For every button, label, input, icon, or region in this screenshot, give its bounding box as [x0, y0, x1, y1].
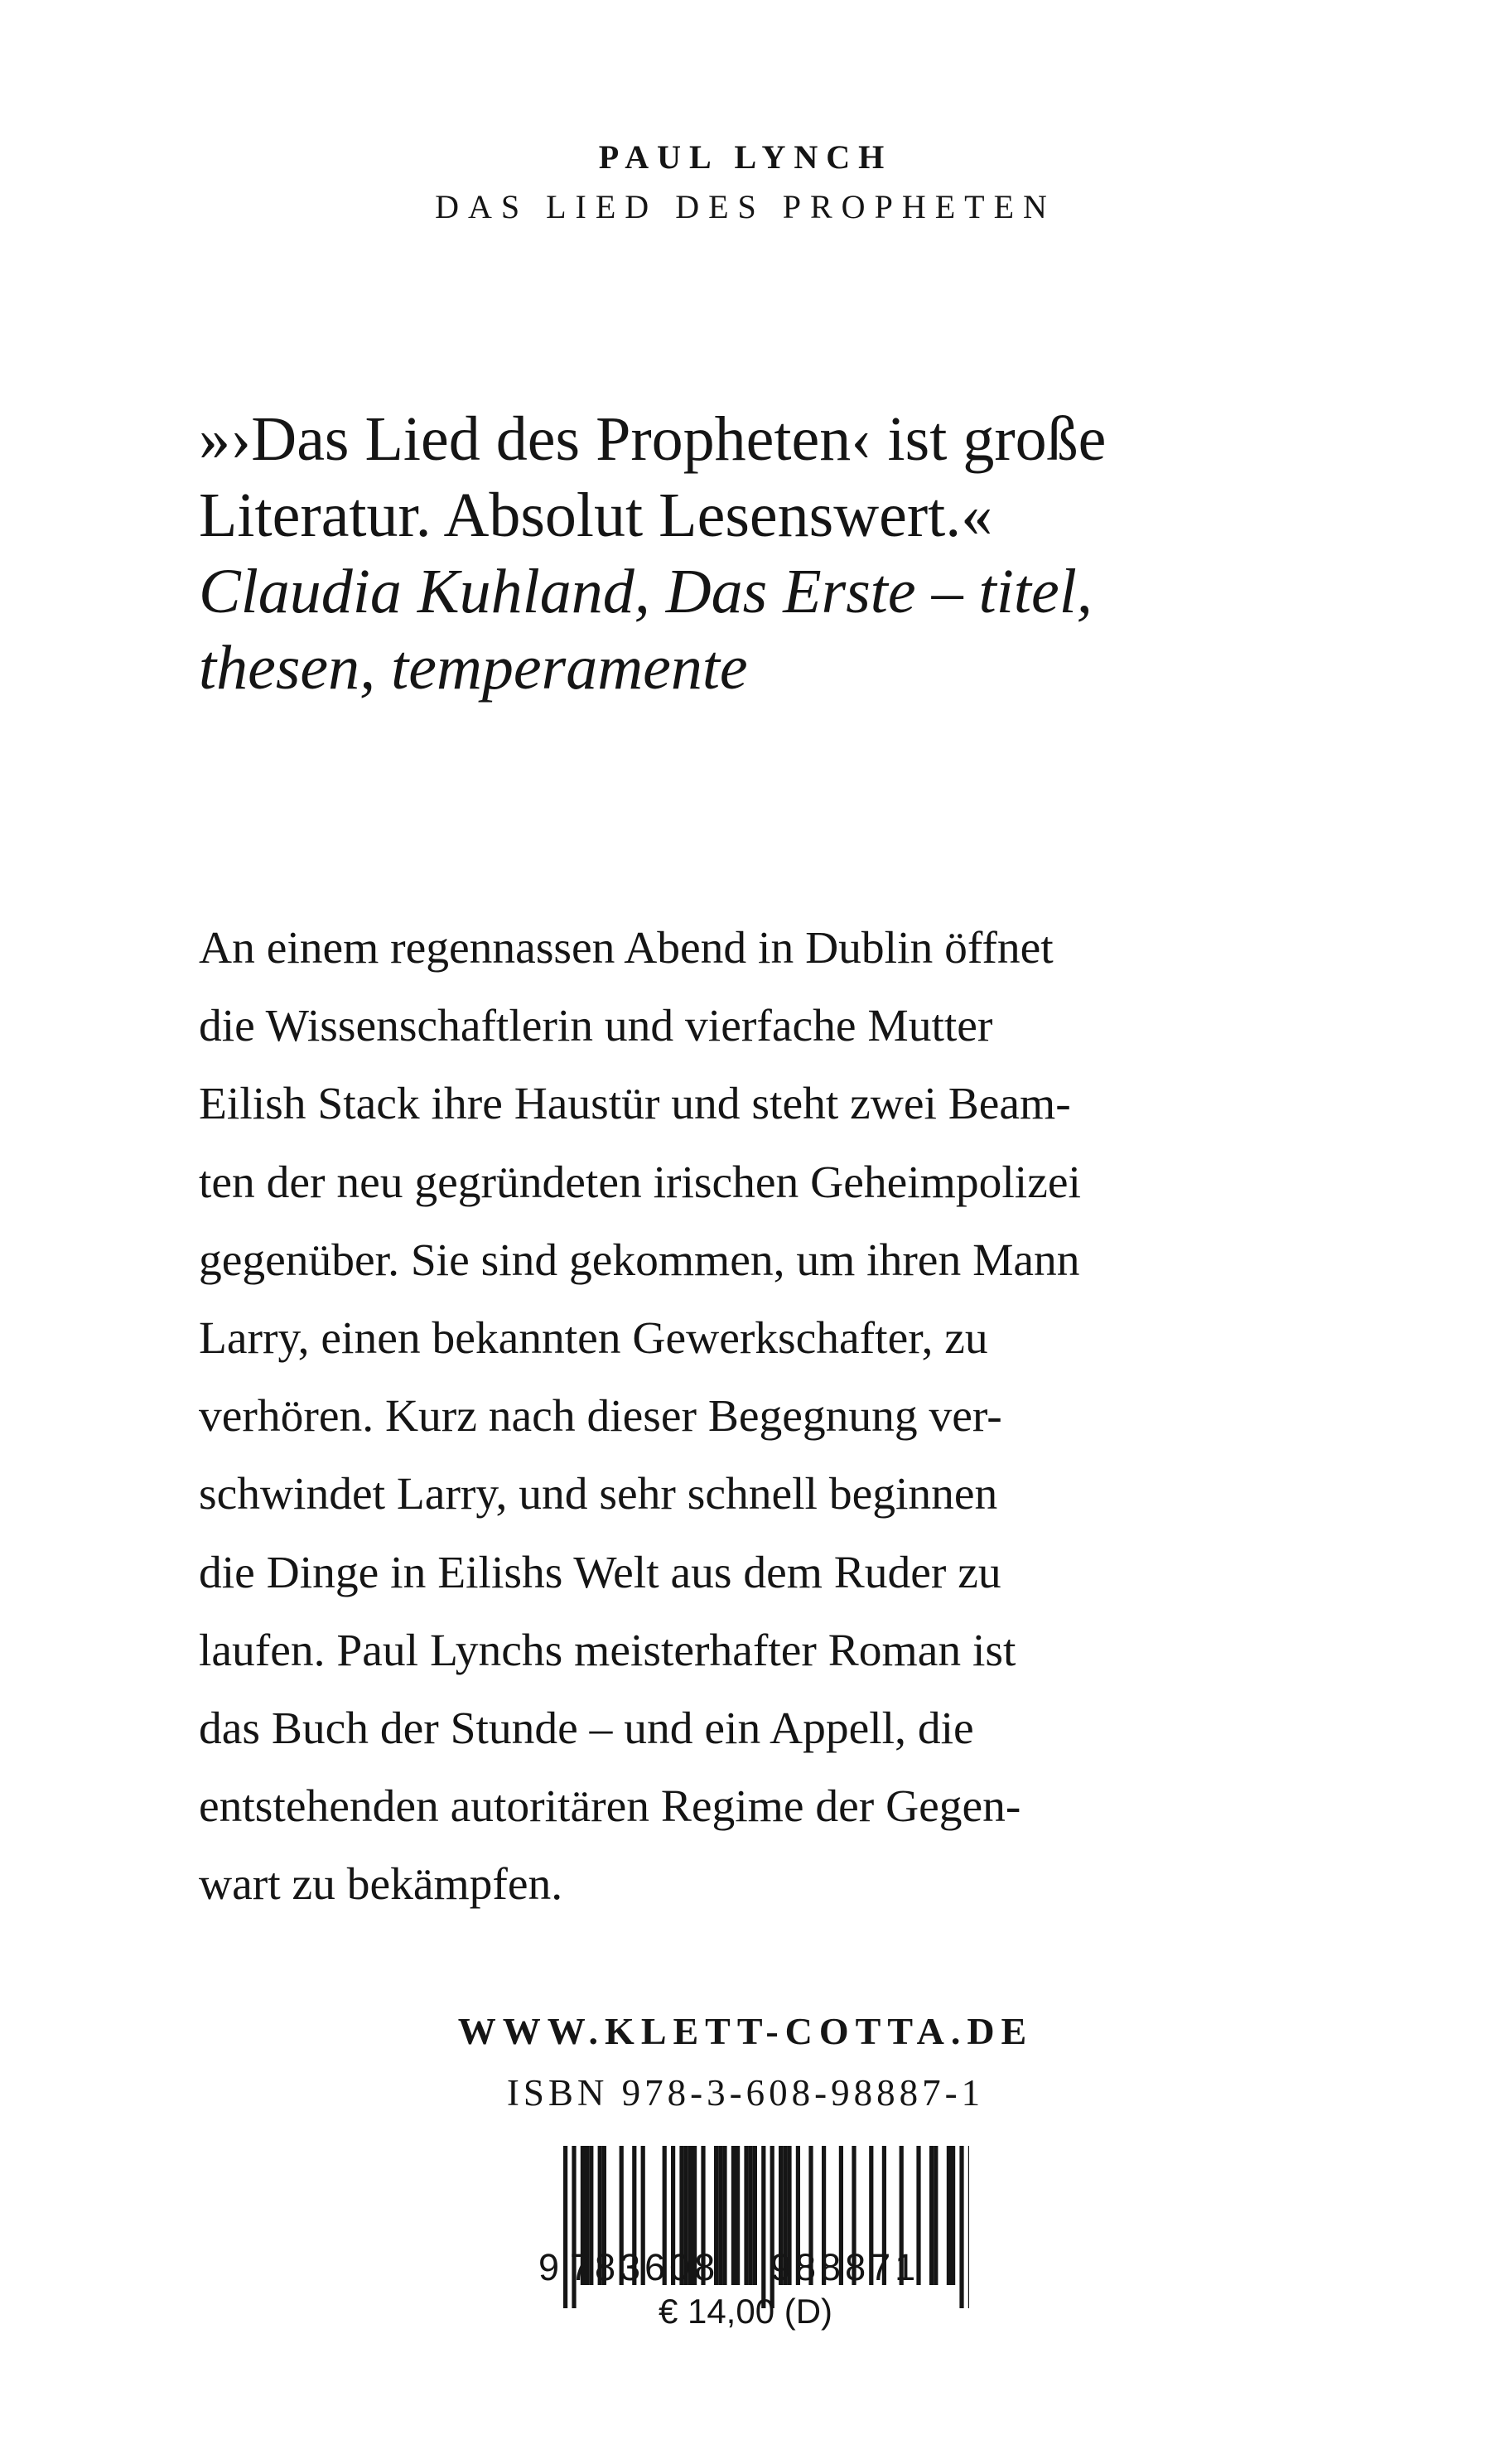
barcode-bar: [731, 2146, 736, 2285]
review-quote: [199, 401, 1358, 706]
blurb-line: gegenüber. Sie sind gekommen, um ihren Mann: [199, 1234, 1080, 1286]
barcode-bar: [753, 2146, 757, 2285]
quote-source: thesen, temperamente: [199, 633, 748, 703]
author-name: PAUL LYNCH: [598, 138, 893, 176]
barcode-bar: [744, 2146, 748, 2285]
barcode-bar: [929, 2146, 934, 2285]
barcode-lead-digit: 9: [538, 2246, 560, 2288]
blurb-line: Eilish Stack ihre Haustür und steht zwei Beam-: [199, 1079, 1071, 1130]
barcode-bar: [722, 2146, 726, 2285]
publisher-url: WWW.KLETT-COTTA.DE: [457, 2010, 1034, 2052]
barcode-bar: [947, 2146, 951, 2285]
barcode-bar: [959, 2146, 963, 2308]
blurb-line: verhören. Kurz nach dieser Begegnung ver-: [199, 1391, 1002, 1442]
blurb-line: wart zu bekämpfen.: [199, 1859, 563, 1911]
barcode-bar: [749, 2146, 753, 2285]
isbn-number: ISBN 978-3-608-98887-1: [506, 2072, 985, 2114]
barcode-bar: [951, 2146, 955, 2285]
barcode-bar: [968, 2146, 969, 2308]
cover-header: [0, 133, 1491, 232]
quote-line: Literatur. Absolut Lesenswert.«: [199, 481, 993, 550]
blurb-line: entstehenden autoritären Regime der Gegen-: [199, 1781, 1021, 1833]
blurb-line: ten der neu gegründeten irischen Geheimpolizei: [199, 1157, 1081, 1208]
quote-line: »›Das Lied des Propheten‹ ist große: [199, 404, 1107, 474]
barcode-bar: [934, 2146, 938, 2285]
barcode-bar: [761, 2146, 765, 2308]
blurb-line: laufen. Paul Lynchs meisterhafter Roman ist: [199, 1625, 1016, 1676]
blurb-line: An einem regennassen Abend in Dublin öffnet: [199, 923, 1054, 974]
barcode-digit-group: 988871: [770, 2246, 920, 2288]
book-title: DAS LIED DES PROPHETEN: [435, 188, 1056, 225]
barcode-digit-group: 783608: [570, 2246, 720, 2288]
blurb-line: die Dinge in Eilishs Welt aus dem Ruder zu: [199, 1547, 1001, 1598]
barcode-bar: [563, 2146, 567, 2308]
barcode-bar: [736, 2146, 740, 2285]
blurb-text: [199, 910, 1325, 1924]
blurb-line: schwindet Larry, und sehr schnell beginnen: [199, 1469, 998, 1520]
blurb-line: die Wissenschaftlerin und vierfache Mutter: [199, 1001, 993, 1052]
quote-source: Claudia Kuhland, Das Erste – titel,: [199, 557, 1093, 626]
blurb-line: das Buch der Stunde – und ein Appell, die: [199, 1703, 974, 1754]
blurb-line: Larry, einen bekannten Gewerkschafter, zu: [199, 1312, 988, 1364]
price-label: € 14,00 (D): [658, 2292, 833, 2331]
